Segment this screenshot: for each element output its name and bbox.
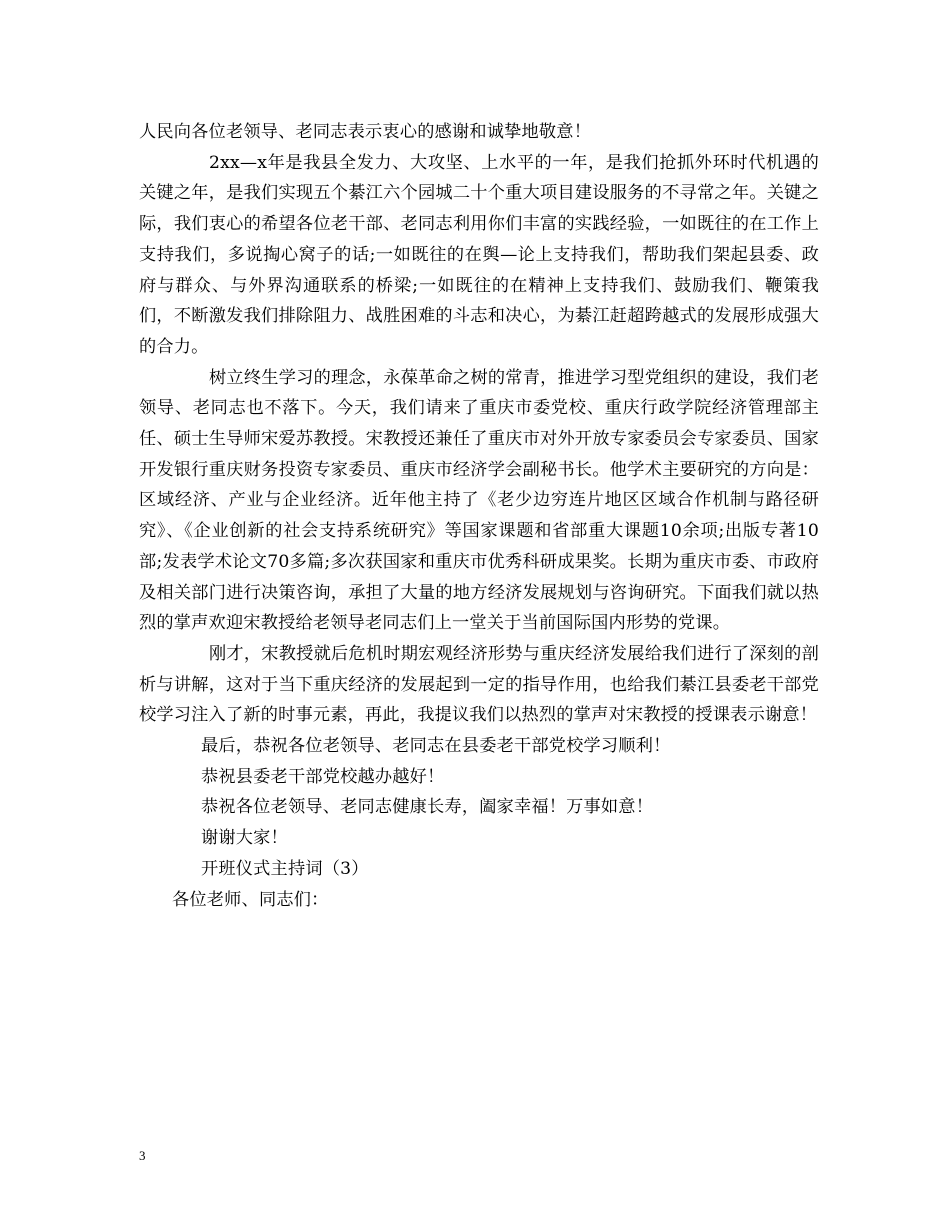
paragraph-wish-study: 最后，恭祝各位老领导、老同志在县委老干部党校学习顺利！ — [201, 736, 671, 757]
page-number: 3 — [139, 1148, 146, 1163]
paragraph-year-goals: 2xx—x年是我县全发力、大攻坚、上水平的一年，是我们抢抓外环时代机遇的关键之年，是我们实现五个綦江六个园城二十个重大项目建设服务的不寻常之年。关键之际，我们衷心的希望各位老干部、老同志利用你们丰富的实践经验，一如既往的在工作上支持我们，多说掏心窝子的话;一如既往的在舆—论上支持我们，帮助我们架起县委、政府与群众、与外界沟通联系的桥梁;一如既往的在精神上支持我们、鼓励我们、鞭策我们，不断激发我们排除阻力、战胜困难的斗志和决心，为綦江赶超跨越式的发展形成强大的合力。 — [139, 152, 819, 357]
paragraph-wish-school: 恭祝县委老干部党校越办越好！ — [201, 766, 445, 787]
paragraph-wish-health: 恭祝各位老领导、老同志健康长寿，阖家幸福！万事如意！ — [201, 797, 654, 818]
section-heading: 开班仪式主持词（3） — [201, 858, 369, 879]
paragraph-thank-you: 谢谢大家！ — [201, 828, 288, 849]
paragraph-greeting: 各位老师、同志们： — [172, 889, 329, 910]
document-body — [139, 117, 819, 915]
paragraph-lecture-thanks: 刚才，宋教授就后危机时期宏观经济形势与重庆经济发展给我们进行了深刻的剖析与讲解，这对于当下重庆经济的发展起到一定的指导作用，也给我们綦江县委老干部党校学习注入了新的时事元素，再此，我提议我们以热烈的掌声对宋教授的授课表示谢意！ — [139, 643, 819, 726]
paragraph-closing-thanks: 人民向各位老领导、老同志表示衷心的感谢和诚挚地敬意！ — [139, 122, 592, 142]
paragraph-lifelong-learning: 树立终生学习的理念，永葆革命之树的常青，推进学习型党组织的建设，我们老领导、老同志也不落下。今天，我们请来了重庆市委党校、重庆行政学院经济管理部主任、硕士生导师宋爱苏教授。宋教授还兼任了重庆市对外开放专家委员会专家委员、国家开发银行重庆财务投资专家委员、重庆市经济学会副秘书长。他学术主要研究的方向是：区域经济、产业与企业经济。近年他主持了《老少边穷连片地区区域合作机制与路径研究》、《企业创新的社会支持系统研究》等国家课题和省部重大课题10余项;出版专著10部;发表学术论文70多篇;多次获国家和重庆市优秀科研成果奖。长期为重庆市委、市政府及相关部门进行决策咨询，承担了大量的地方经济发展规划与咨询研究。下面我们就以热烈的掌声欢迎宋教授给老领导老同志们上一堂关于当前国际国内形势的党课。 — [139, 367, 819, 634]
